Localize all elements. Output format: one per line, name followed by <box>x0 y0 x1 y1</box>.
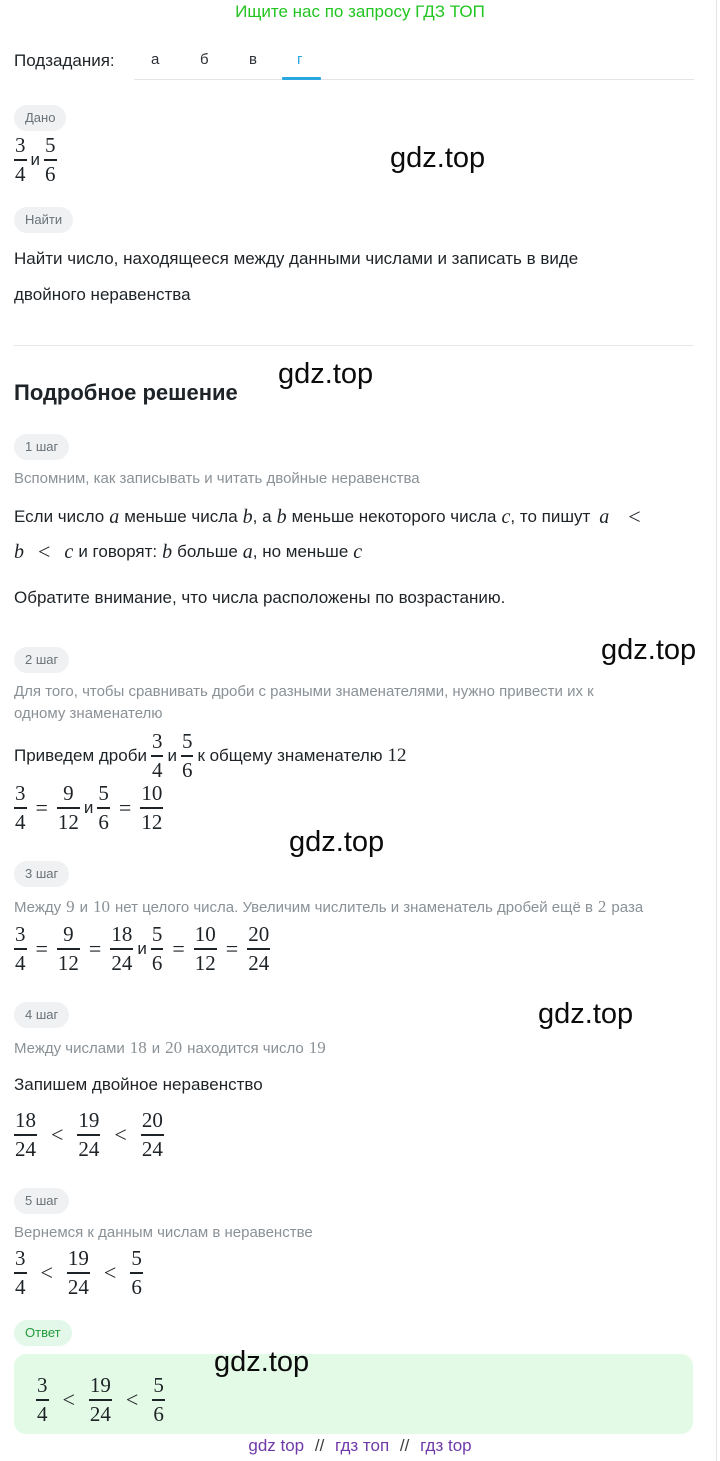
step-1-hint: Вспомним, как записывать и читать двойные неравенства <box>14 470 420 487</box>
step-3-pill: 3 шаг <box>14 861 69 887</box>
fraction: $\frac{20}{24}$ <box>248 922 270 975</box>
watermark: gdz.top <box>538 998 634 1030</box>
fraction: $\frac{10}{12}$ <box>141 781 163 834</box>
solution-title: Подробное решение <box>14 380 238 405</box>
fraction: $\frac{5}{6}$ <box>131 1246 142 1299</box>
section-divider <box>14 345 694 346</box>
tab-g-active[interactable]: г <box>297 51 303 68</box>
fraction: $\frac{9}{12}$ <box>57 781 79 834</box>
footer-link-gdz-top-ru[interactable]: гдз топ <box>335 1436 390 1455</box>
fraction-given-b: $\frac{5}{6}$ <box>45 133 56 186</box>
step-5-hint: Вернемся к данным числам в неравенстве <box>14 1224 313 1241</box>
tab-v[interactable]: в <box>249 51 257 68</box>
step-4-hint: Между числами 18 и 20 находится число 19 <box>14 1038 326 1057</box>
fraction: $\frac{5}{6}$ <box>98 781 109 834</box>
fraction: $\frac{19}{24}$ <box>78 1108 100 1161</box>
tab-b[interactable]: б <box>200 51 209 68</box>
fraction: $\frac{19}{24}$ <box>67 1246 89 1299</box>
conjunction: и <box>30 149 40 169</box>
fraction: $\frac{5}{6}$ <box>151 922 163 975</box>
watermark: gdz.top <box>214 1346 310 1378</box>
step-2-text: Приведем дроби $\frac{3}{4}$ и $\frac{5}{6}$ к общему знаменателю 12 <box>14 729 407 782</box>
step-2-hint-line1: Для того, чтобы сравнивать дроби с разными знаменателями, нужно привести их к <box>14 683 594 700</box>
fraction: $\frac{20}{24}$ <box>141 1108 163 1161</box>
footer-separator: // <box>314 1436 325 1455</box>
step-4-inequality: $\frac{18}{24}$ < $\frac{19}{24}$ < $\frac{20}{24}$ <box>15 1108 163 1161</box>
fraction: $\frac{3}{4}$ <box>15 922 26 975</box>
find-text-line1: Найти число, находящееся между данными числами и записать в виде <box>14 249 579 268</box>
step-1-note: Обратите внимание, что числа расположены по возрастанию. <box>14 588 506 607</box>
answer-inequality: $\frac{3}{4}$ < $\frac{19}{24}$ < $\frac{5}{6}$ <box>37 1373 164 1426</box>
step-4-text: Запишем двойное неравенство <box>14 1075 263 1094</box>
fraction: $\frac{10}{12}$ <box>194 922 216 975</box>
active-tab-underline <box>282 77 321 80</box>
fraction: $\frac{3}{4}$ <box>37 1373 48 1426</box>
step-4-pill: 4 шаг <box>14 1002 69 1028</box>
step-2-pill: 2 шаг <box>14 647 69 673</box>
given-fractions <box>14 133 57 187</box>
watermark: gdz.top <box>601 634 697 666</box>
subtasks-label: Подзадания: <box>14 51 115 70</box>
tab-a[interactable]: а <box>151 51 160 68</box>
step-1-rule-line2: b < c и говорят: b больше a , но меньше c <box>14 539 363 564</box>
fraction: $\frac{19}{24}$ <box>89 1373 111 1426</box>
given-pill: Дано <box>14 105 66 131</box>
step-5-pill: 5 шаг <box>14 1188 69 1214</box>
fraction: $\frac{3}{4}$ <box>15 781 26 834</box>
answer-pill: Ответ <box>14 1320 72 1346</box>
watermark: gdz.top <box>278 358 374 390</box>
fraction: $\frac{5}{6}$ <box>181 729 193 782</box>
footer-link-gdz-top-mixed[interactable]: гдз top <box>420 1436 472 1455</box>
step-5-inequality: $\frac{3}{4}$ < $\frac{19}{24}$ < $\frac{5}{6}$ <box>15 1246 142 1299</box>
fraction-given-a: $\frac{3}{4}$ <box>15 133 26 186</box>
step-3-equation: $\frac{3}{4}$ = $\frac{9}{12}$ = $\frac{18}{24}$ и $\frac{5}{6}$ = $\frac{10}{12}$ = $\frac{20}{24}$ <box>15 922 270 975</box>
find-text-line2: двойного неравенства <box>14 285 191 304</box>
find-pill: Найти <box>14 207 73 233</box>
watermark: gdz.top <box>390 142 486 174</box>
fraction: $\frac{3}{4}$ <box>15 1246 26 1299</box>
fraction: $\frac{5}{6}$ <box>153 1373 164 1426</box>
right-scroll-edge <box>716 0 717 1461</box>
step-1-pill: 1 шаг <box>14 434 69 460</box>
promo-banner[interactable]: Ищите нас по запросу ГДЗ ТОП <box>235 2 485 21</box>
footer-separator: // <box>399 1436 410 1455</box>
fraction: $\frac{9}{12}$ <box>57 922 79 975</box>
step-2-hint-line2: одному знаменателю <box>14 705 163 722</box>
footer-links <box>0 1436 720 1456</box>
tabs-baseline <box>134 79 694 80</box>
step-1-rule-line1: Если число a меньше числа b , а b меньше некоторого числа c , то пишут a < <box>14 504 641 529</box>
fraction: $\frac{18}{24}$ <box>15 1108 36 1161</box>
footer-link-gdz-top[interactable]: gdz top <box>248 1436 305 1455</box>
fraction: $\frac{3}{4}$ <box>151 729 163 782</box>
step-2-equation: $\frac{3}{4}$ = $\frac{9}{12}$ и $\frac{5}{6}$ = $\frac{10}{12}$ <box>15 781 163 834</box>
step-3-hint: Между 9 и 10 нет целого числа. Увеличим числитель и знаменатель дробей ещё в 2 раза <box>14 897 644 916</box>
watermark: gdz.top <box>289 826 385 858</box>
fraction: $\frac{18}{24}$ <box>111 922 133 975</box>
